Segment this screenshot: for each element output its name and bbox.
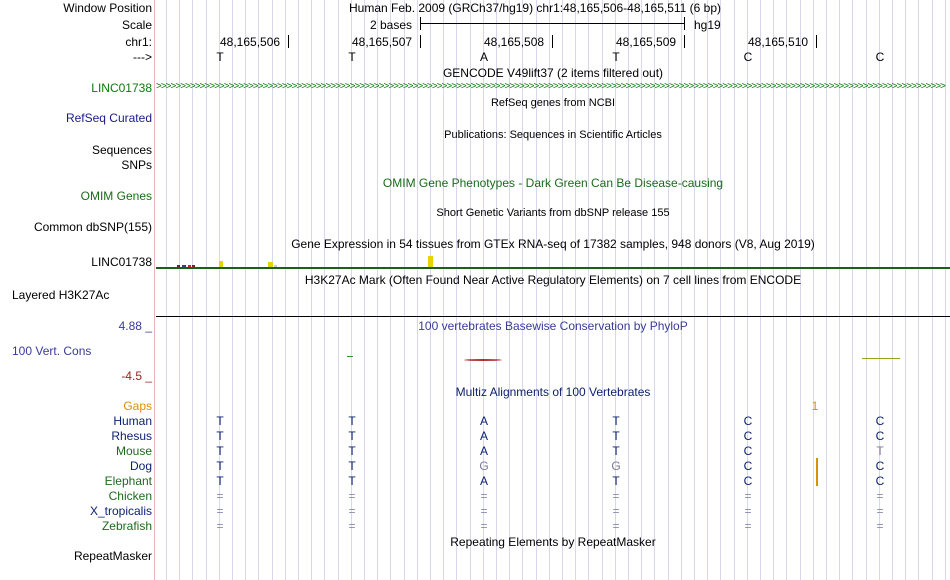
- aligned-base: =: [744, 489, 752, 503]
- aligned-base: A: [479, 429, 488, 443]
- chromosome-label: chr1:: [125, 35, 152, 49]
- reference-base: T: [612, 50, 620, 64]
- database-label: hg19: [694, 18, 721, 32]
- ruler-tick: [420, 35, 421, 48]
- phylop-signal: [464, 359, 502, 361]
- aligned-base: T: [876, 444, 884, 458]
- aligned-base: =: [348, 489, 356, 503]
- phylop-signal: [347, 356, 353, 357]
- species-label-x_tropicalis[interactable]: X_tropicalis: [89, 504, 152, 518]
- aligned-base: T: [216, 414, 224, 428]
- aligned-base: =: [348, 504, 356, 518]
- aligned-base: T: [348, 429, 356, 443]
- aligned-base: T: [612, 474, 620, 488]
- refseq-track-label[interactable]: RefSeq Curated: [65, 111, 152, 125]
- aligned-base: =: [348, 519, 356, 533]
- phylop-track-label[interactable]: 100 Vert. Cons: [12, 344, 92, 358]
- ruler-position-label: 48,165,509: [616, 35, 677, 49]
- refseq-track-title[interactable]: RefSeq genes from NCBI: [490, 97, 616, 109]
- omim-track-label[interactable]: OMIM Genes: [80, 189, 152, 203]
- phylop-signal: [862, 358, 900, 359]
- species-label-dog[interactable]: Dog: [129, 459, 152, 473]
- aligned-base: =: [612, 519, 620, 533]
- aligned-base: =: [480, 519, 488, 533]
- aligned-base: =: [876, 489, 884, 503]
- aligned-base: T: [348, 459, 356, 473]
- aligned-base: A: [479, 444, 488, 458]
- phylop-max-label: 4.88 _: [118, 319, 152, 333]
- aligned-base: C: [743, 414, 753, 428]
- reference-base: A: [479, 50, 488, 64]
- multiz-gaps-label[interactable]: Gaps: [123, 399, 152, 413]
- dbsnp-track-label[interactable]: Common dbSNP(155): [33, 220, 152, 234]
- aligned-base: A: [479, 474, 488, 488]
- label-column-divider: [154, 0, 155, 580]
- species-label-zebrafish[interactable]: Zebrafish: [101, 519, 152, 533]
- h3k27ac-baseline: [156, 316, 950, 317]
- species-label-human[interactable]: Human: [113, 414, 152, 428]
- aligned-base: C: [875, 414, 885, 428]
- publications-track-title[interactable]: Publications: Sequences in Scientific Articles: [444, 129, 662, 141]
- aligned-base: =: [216, 489, 224, 503]
- aligned-base: =: [612, 504, 620, 518]
- aligned-base: T: [348, 444, 356, 458]
- aligned-base: T: [612, 414, 620, 428]
- aligned-base: T: [216, 444, 224, 458]
- aligned-base: =: [480, 489, 488, 503]
- gencode-track-title[interactable]: GENCODE V49lift37 (2 items filtered out): [442, 66, 664, 80]
- h3k27ac-track-label[interactable]: Layered H3K27Ac: [12, 288, 110, 302]
- ruler-position-label: 48,165,506: [220, 35, 281, 49]
- assembly-position-text: Human Feb. 2009 (GRCh37/hg19) chr1:48,165,506-48,165,511 (6 bp): [349, 1, 722, 15]
- aligned-base: C: [743, 429, 753, 443]
- aligned-base: =: [612, 489, 620, 503]
- window-position-label: Window Position: [63, 1, 152, 15]
- scale-label: Scale: [121, 18, 152, 32]
- aligned-base: =: [876, 519, 884, 533]
- aligned-base: T: [348, 474, 356, 488]
- aligned-base: T: [216, 429, 224, 443]
- ruler-tick: [552, 35, 553, 48]
- species-label-mouse[interactable]: Mouse: [115, 444, 152, 458]
- aligned-base: =: [480, 504, 488, 518]
- aligned-base: C: [743, 474, 753, 488]
- publications-sequences-label[interactable]: Sequences: [91, 143, 152, 157]
- aligned-base: T: [612, 429, 620, 443]
- dbsnp-track-title[interactable]: Short Genetic Variants from dbSNP release 155: [436, 207, 670, 219]
- aligned-base: =: [876, 504, 884, 518]
- aligned-base: G: [611, 459, 621, 473]
- gencode-gene-label[interactable]: LINC01738: [91, 81, 152, 95]
- species-label-rhesus[interactable]: Rhesus: [111, 429, 152, 443]
- aligned-base: =: [744, 504, 752, 518]
- reference-base: C: [743, 50, 753, 64]
- phylop-min-label: -4.5 _: [121, 369, 152, 383]
- ruler-position-label: 48,165,507: [352, 35, 413, 49]
- species-label-elephant[interactable]: Elephant: [104, 474, 152, 488]
- ruler-tick: [288, 35, 289, 48]
- aligned-base: C: [743, 459, 753, 473]
- ruler-tick: [684, 35, 685, 48]
- reference-base: T: [348, 50, 356, 64]
- aligned-base: C: [875, 429, 885, 443]
- gencode-gene-feature[interactable]: >>>>>>>>>>>>>>>>>>>>>>>>>>>>>>>>>>>>>>>>>>>>>>>>>>>>>>>>>>>>>>>>>>>>>>>>>>>>>>>>>>>>>>>>>>>>>>>>>>>>>>>>>>>>>>>>>>>>>>>>>>>>>>>>>>>>>>>>>>>>>>>>>>>>>>>>>>>>>>>>>>>: [156, 81, 945, 92]
- ruler-position-label: 48,165,508: [484, 35, 545, 49]
- repeatmasker-track-title[interactable]: Repeating Elements by RepeatMasker: [450, 535, 656, 549]
- reference-base: C: [875, 50, 885, 64]
- repeatmasker-track-label[interactable]: RepeatMasker: [73, 549, 152, 563]
- aligned-base: =: [216, 519, 224, 533]
- aligned-base: T: [612, 444, 620, 458]
- aligned-base: T: [348, 414, 356, 428]
- scale-bar: [421, 23, 685, 24]
- gtex-gene-line: [156, 267, 950, 269]
- aligned-base: =: [216, 504, 224, 518]
- aligned-base: T: [216, 474, 224, 488]
- ruler-tick: [816, 35, 817, 48]
- aligned-base: C: [743, 444, 753, 458]
- scale-text: 2 bases: [370, 18, 413, 32]
- aligned-base: T: [216, 459, 224, 473]
- ruler-position-label: 48,165,510: [748, 35, 809, 49]
- omim-track-title[interactable]: OMIM Gene Phenotypes - Dark Green Can Be Disease-causing: [382, 176, 724, 190]
- aligned-base: G: [479, 459, 489, 473]
- gtex-track-label[interactable]: LINC01738: [91, 255, 152, 269]
- aligned-base: =: [744, 519, 752, 533]
- aligned-base: A: [479, 414, 488, 428]
- scale-bar-right-end: [684, 17, 685, 30]
- multiz-insertion-marker: [816, 458, 818, 486]
- gtex-track-title[interactable]: Gene Expression in 54 tissues from GTEx RNA-seq of 17382 samples, 948 donors (V8, Aug 2019): [291, 237, 815, 251]
- phylop-track-title[interactable]: 100 vertebrates Basewise Conservation by PhyloP: [418, 319, 688, 333]
- h3k27ac-track-title[interactable]: H3K27Ac Mark (Often Found Near Active Regulatory Elements) on 7 cell lines from ENCODE: [304, 273, 802, 287]
- multiz-gap-count: 1: [811, 399, 819, 413]
- publications-snps-label[interactable]: SNPs: [121, 158, 152, 172]
- aligned-base: C: [875, 459, 885, 473]
- aligned-base: C: [875, 474, 885, 488]
- gtex-bar: [428, 256, 433, 267]
- species-label-chicken[interactable]: Chicken: [108, 489, 152, 503]
- multiz-track-title[interactable]: Multiz Alignments of 100 Vertebrates: [455, 385, 651, 399]
- strand-direction-label: --->: [133, 50, 152, 64]
- reference-base: T: [216, 50, 224, 64]
